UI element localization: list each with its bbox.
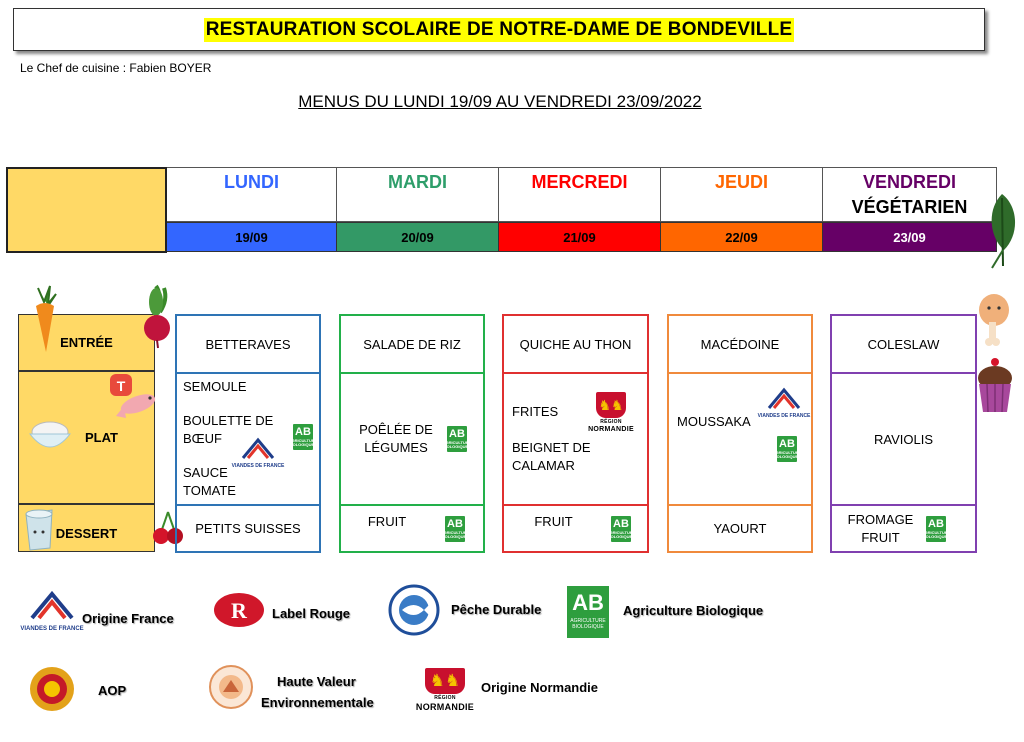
plat-item: SAUCE TOMATE [183,465,236,498]
header-blank-cell [6,167,167,253]
menu-column-jeudi [667,314,813,553]
plat-item: BOULETTE DE BŒUF [183,413,274,446]
legend-hve-line1: Haute Valeur [277,674,356,689]
legend-hve-line2: Environnementale [261,695,374,710]
menu-entree: SALADE DE RIZ [363,337,461,352]
menus-period-title: MENUS DU LUNDI 19/09 AU VENDREDI 23/09/2022 [298,92,702,111]
date-mardi: 20/09 [337,222,499,252]
day-header-mercredi [499,167,661,222]
viandes-de-france-icon [757,386,811,420]
peche-durable-icon [388,584,440,636]
svg-text:T: T [116,378,126,394]
menu-entree: QUICHE AU THON [519,337,632,352]
menu-entree: MACÉDOINE [700,337,780,352]
dessert-item: FROMAGE [847,511,914,527]
agriculture-biologique-icon: AB AGRICULTURE BIOLOGIQUE [777,436,797,462]
date-lundi: 19/09 [167,222,337,252]
agriculture-biologique-icon: AB AGRICULTURE BIOLOGIQUE [567,586,609,638]
day-name: LUNDI [224,172,279,192]
carrot-icon [30,284,60,354]
menu-column-mardi [339,314,485,553]
label-rouge-icon [212,590,266,630]
plat-item: SEMOULE [183,379,247,394]
svg-text:VIANDES DE FRANCE: VIANDES DE FRANCE [231,463,285,469]
haute-valeur-environnementale-icon [208,664,254,710]
rice-bowl-icon [26,416,74,456]
menu-dessert: YAOURT [713,521,767,536]
day-name: MARDI [388,172,447,192]
menu-dessert: FRUIT [367,514,407,529]
day-header-jeudi [661,167,823,222]
row-label-text: PLAT [85,430,118,445]
agriculture-biologique-icon: AB AGRICULTURE BIOLOGIQUE [293,424,313,450]
spinach-leaf-icon [982,190,1022,272]
legend-aop: AOP [98,683,127,698]
menu-column-mercredi [502,314,649,553]
svg-text:VIANDES DE FRANCE: VIANDES DE FRANCE [757,413,811,419]
date-jeudi: 22/09 [661,222,823,252]
menu-column-lundi [175,314,321,553]
agriculture-biologique-icon: AB AGRICULTURE BIOLOGIQUE [447,426,467,452]
day-header-vendredi [823,167,997,222]
origine-normandie-icon: ♞♞ RÉGION NORMANDIE [586,392,636,436]
agriculture-biologique-icon: AB AGRICULTURE BIOLOGIQUE [445,516,465,542]
fish-icon [106,372,162,424]
legend-origine-normandie: Origine Normandie [481,680,599,695]
cupcake-icon [975,356,1015,416]
yogurt-icon [22,506,56,552]
title-box [13,8,985,51]
aop-icon [28,665,76,713]
page-title: RESTAURATION SCOLAIRE DE NOTRE-DAME DE BONDEVILLE [205,18,793,40]
row-label-text: ENTRÉE [60,335,113,350]
menu-dessert: PETITS SUISSES [195,521,301,536]
day-header-mardi [337,167,499,222]
row-label-text: DESSERT [55,525,118,541]
svg-text:VIANDES DE FRANCE: VIANDES DE FRANCE [20,626,84,632]
menu-column-vendredi [830,314,977,553]
origine-france-icon [20,590,84,634]
beet-icon [140,282,176,348]
agriculture-biologique-icon: AB AGRICULTURE BIOLOGIQUE [611,516,631,542]
menu-entree: COLESLAW [867,337,940,352]
legend-label-rouge: Label Rouge [272,606,351,621]
day-subtitle: VÉGÉTARIEN [851,197,968,217]
plat-item: FRITES [512,404,559,419]
svg-text:R: R [231,598,247,623]
date-vendredi: 23/09 [823,222,997,252]
menu-entree: BETTERAVES [205,337,291,352]
agriculture-biologique-icon: AB AGRICULTURE BIOLOGIQUE [926,516,946,542]
menu-dessert [832,506,975,551]
chef-name: Le Chef de cuisine : Fabien BOYER [20,61,212,75]
viandes-de-france-icon [231,436,285,470]
legend-agriculture-biologique: Agriculture Biologique [623,603,764,618]
date-mercredi: 21/09 [499,222,661,252]
legend-peche-durable: Pêche Durable [451,602,542,617]
chicken-leg-icon [974,292,1012,348]
menu-plat: MOUSSAKA [677,414,751,429]
menu-plat: RAVIOLIS [873,431,933,447]
day-header-lundi [167,167,337,222]
menu-dessert: FRUIT [534,514,573,529]
legend-origine-france: Origine France [82,611,174,626]
day-name: MERCREDI [531,172,628,192]
day-name: JEUDI [714,172,768,192]
plat-item: BEIGNET DE CALAMAR [512,440,591,473]
dessert-item: FRUIT [861,529,900,545]
day-name: VENDREDI [862,172,956,192]
menu-plat: POÊLÉE DE LÉGUMES [359,422,433,455]
origine-normandie-icon: ♞♞ RÉGION NORMANDIE [416,668,474,712]
